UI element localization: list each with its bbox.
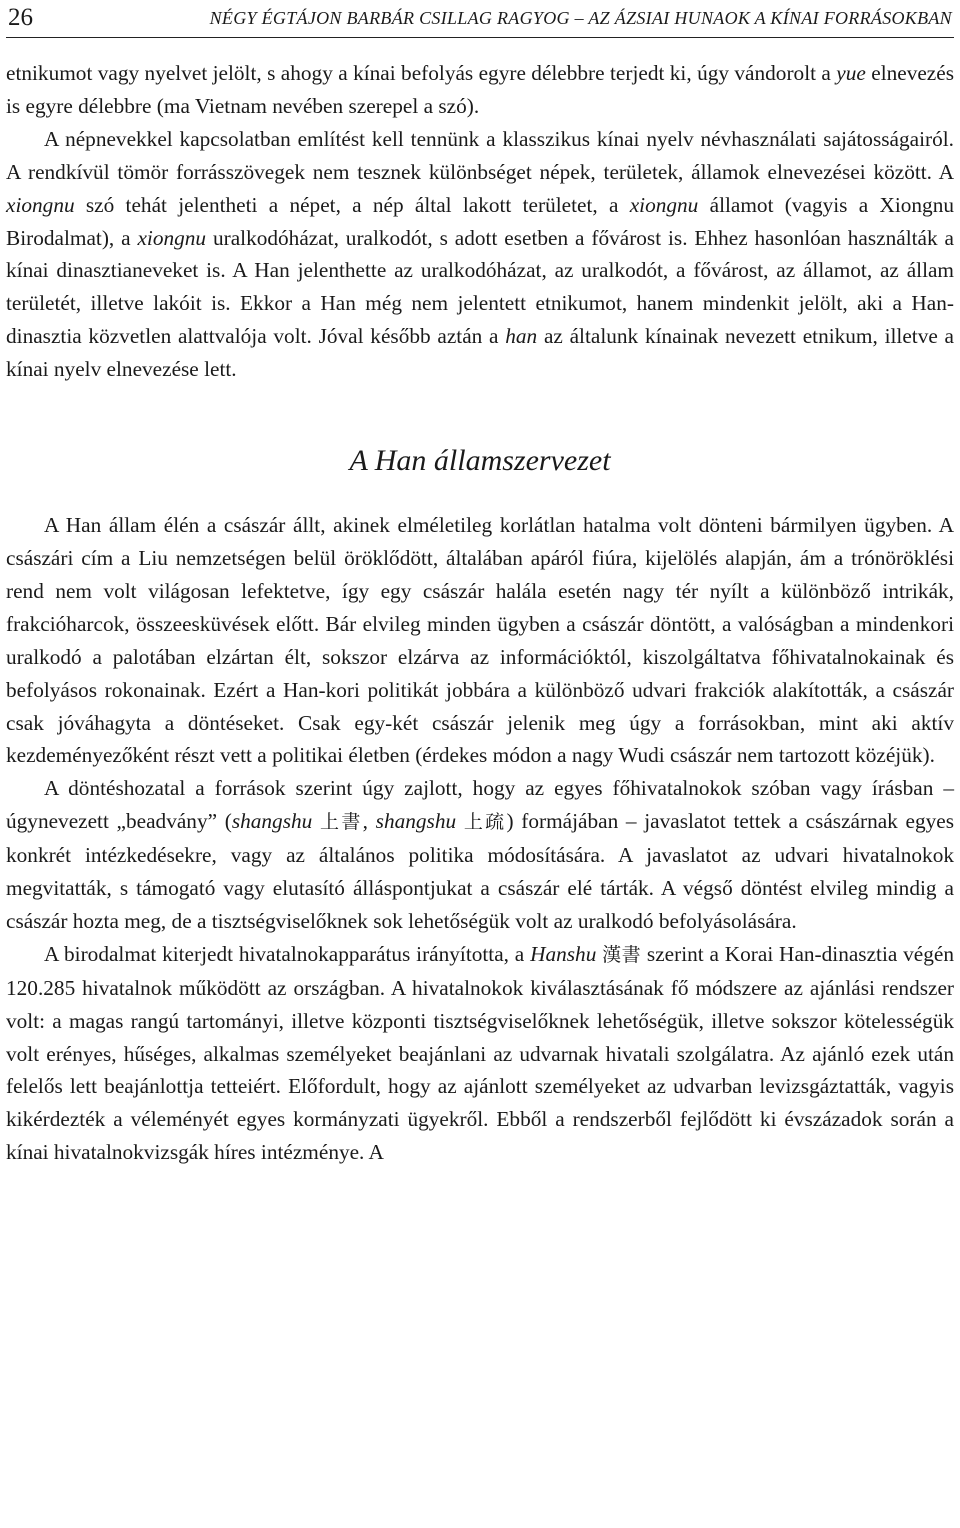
- text-run: A népnevekkel kapcsolatban említést kell tennünk a klasszikus kínai nyelv névhasználati sajátosságairól. A rendkívül tömör forrásszövegek nem tesznek különbséget népek, területek, államok elnevezései között. A: [6, 126, 954, 184]
- text-run: ,: [362, 809, 376, 834]
- chinese-characters: 漢書: [602, 943, 642, 966]
- italic-term: xiongnu: [137, 225, 207, 250]
- text-run: A birodalmat kiterjedt hivatalnokapparátus irányította, a: [44, 941, 531, 966]
- italic-term: han: [505, 324, 538, 349]
- paragraph-2: [6, 123, 954, 386]
- section-title: A Han államszervezet: [349, 444, 611, 478]
- chinese-characters: 上書: [319, 811, 363, 834]
- italic-term: shangshu: [375, 809, 457, 834]
- text-run: szerint a Korai Han-dinasztia végén 120.285 hivatalnok működött az országban. A hivatalnokok kiválasztásának fő módszere az ajánlási rendszer volt: a magas rangú tartományi, illetve központi tisztségviselőknek lehetőségük, illetve sokszor kötelességük volt erényes, hűséges, alkalmas személyeket beajánlani az udvarnak hivatali szolgálatra. Az ajánló ezek után felelős lett beajánlottja tetteiért. Előfordult, hogy az ajánlott személyeket az udvarban levizsgáztatták, vagyis kikérdezték a véleményét egyes kormányzati ügyekről. Ebből a rendszerből fejlődött ki évszázadok során a kínai hivatalnokvizsgák híres intézménye. A: [6, 941, 954, 1165]
- running-title: NÉGY ÉGTÁJON BARBÁR CSILLAG RAGYOG – AZ ÁZSIAI HUNAOK A KÍNAI FORRÁSOKBAN: [209, 8, 952, 28]
- paragraph-1: [6, 57, 954, 123]
- italic-term: yue: [836, 61, 866, 85]
- text-run: uralkodóházat, uralkodót, s adott esetben a fővárost is. Ehhez hasonlóan használták a kínai dinasztianeveket is. A Han jelenthette az uralkodóházat, az uralkodót, a fővárost, az államot, az állam területét, illetve lakóit is. Ekkor a Han még nem jelentett etnikumot, hanem mindenkit jelölt, aki a Han-dinasztia közvetlen alattvalója volt. Jóval később aztán a: [6, 225, 954, 349]
- text-run: A Han állam élén a császár állt, akinek elméletileg korlátlan hatalma volt dönteni bármilyen ügyben. A császári cím a Liu nemzetségen belül öröklődött, általában apáról fiúra, kijelölés alapján, ám a trónöröklési rend nem volt világosan lefektetve, így egy császár halála esetén nagy tér nyílt a különböző intrikák, frakcióharcok, összeesküvések előtt. Bár elvileg minden ügyben a császár döntött, a valóságban a mindenkori uralkodó a palotában elzártan élt, sokszor elzárva az információktól, kiszolgáltatva főhivatalnokainak és befolyásos rokonainak. Ezért a Han-kori politikát jobbára a különböző udvari frakciók alakították, a császár csak jóváhagyta a döntéseket. Csak egy-két császár jelenik meg úgy a forrásokban, mint aki aktív kezdeményezőként részt vett a politikai életben (érdekes módon a nagy Wudi császár nem tartozott közéjük).: [6, 513, 954, 768]
- page-number: 26: [8, 4, 33, 31]
- italic-term: xiongnu: [6, 192, 75, 217]
- text-run: államot (vagyis a Xiongnu Birodalmat), a: [6, 192, 954, 250]
- italic-term: Hanshu: [530, 941, 597, 966]
- text-run: szó tehát jelentheti a népet, a nép által lakott területet, a: [74, 192, 630, 217]
- italic-term: shangshu: [231, 809, 313, 834]
- text-run: ) formájában – javaslatot tettek a császárnak egyes konkrét intézkedésekre, vagy az általános politika módosítására. A javaslatot az udvari hivatalnokok megvitatták, s támogató vagy elutasító álláspontjukat a császár elé tárták. A végső döntést elvileg mindig a császár hozta meg, de a tisztségviselőknek sok lehetőségük volt az uralkodó befolyásolására.: [6, 809, 954, 933]
- paragraph-5: [6, 938, 954, 1169]
- body-text: [6, 57, 954, 1169]
- text-run: etnikumot vagy nyelvet jelölt, s ahogy a kínai befolyás egyre délebbre terjedt ki, úgy vándorolt a: [6, 61, 837, 85]
- text-run: A döntéshozatal a források szerint úgy zajlott, hogy az egyes főhivatalnokok szóban vagy írásban – úgynevezett „beadvány” (: [6, 776, 954, 834]
- header-rule: [6, 37, 954, 38]
- text-run: elnevezés is egyre délebbre (ma Vietnam nevében szerepel a szó).: [6, 61, 955, 118]
- paragraph-3: [6, 509, 954, 772]
- page-header: [6, 2, 954, 36]
- paragraph-4: [6, 772, 954, 938]
- italic-term: xiongnu: [629, 192, 699, 217]
- chinese-characters: 上疏: [463, 811, 507, 834]
- text-run: az általunk kínainak nevezett etnikum, illetve a kínai nyelv elnevezése lett.: [6, 324, 954, 382]
